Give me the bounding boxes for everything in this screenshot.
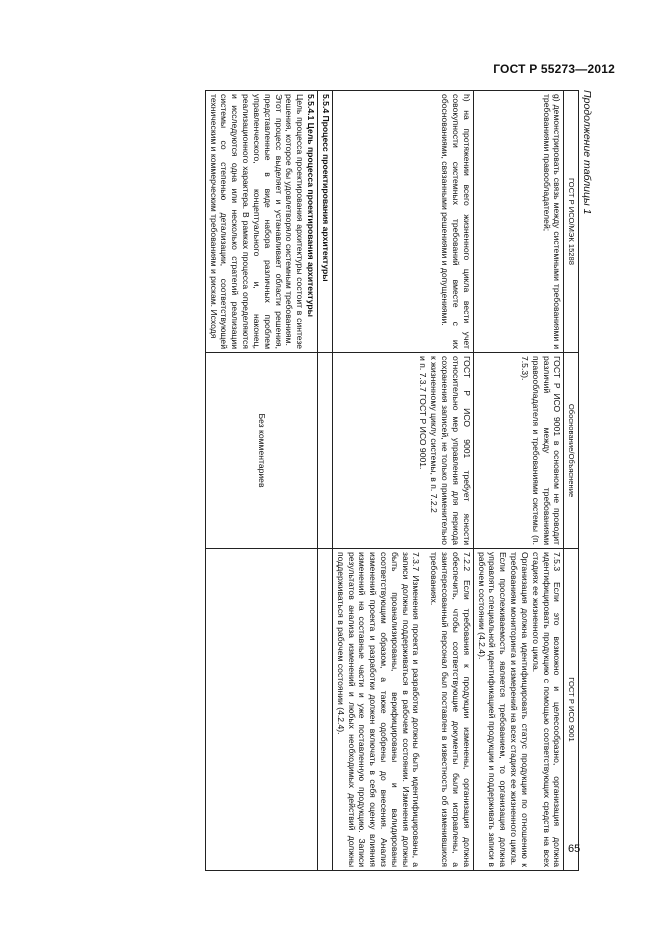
rotated-page-content	[98, 90, 593, 870]
clause-7-2-2: 7.2.2 Если требования к продукции изменены, организация должна обеспечить, чтобы соответствующие документы были исправлены, а заинтересованный персонал был поставлен в известность об изменившихся требованиях.	[429, 552, 472, 867]
cell-rationale-g: ГОСТ Р ИСО 9001 в основном не проводит различий между требованиями правообладателя и требованиями системы (п. 7.5.3).	[473, 353, 564, 549]
cell-rationale-h: ГОСТ Р ИСО 9001 требует ясности относительно мер управления для периода сохранения записей, не только применительно к жизненному циклу системы, в п. 7.2.2 и п. 7.3.7 ГОСТ Р ИСО 9001.	[332, 353, 473, 549]
table-row	[205, 91, 317, 871]
section-row	[318, 91, 333, 871]
cell-no-comments: Без комментариев	[205, 353, 317, 549]
document-standard-number: ГОСТ Р 55273—2012	[493, 62, 615, 76]
cell-15288-g: g) демонстрировать связь между системными требованиями и требованиями правообладателей;	[473, 91, 564, 353]
section-heading-5-5-4: 5.5.4 Процесс проектирования архитектуры	[318, 91, 333, 353]
column-header-15288: ГОСТ Р ИСО/МЭК 15288	[564, 91, 579, 353]
clause-7-5-3-p2: Организация должна идентифицировать статус продукции по отношению к требованиям мониторинга и измерений на всех стадиях ее жизненного цикла.	[509, 552, 530, 867]
table-row	[473, 91, 564, 871]
page-number: 65	[568, 843, 581, 855]
table-caption: Продолжение таблицы 1	[581, 90, 593, 215]
clause-7-5-3-p3: Если прослеживаемость является требованием, то организация должна управлять специальной идентификацией продукции и поддерживать записи в рабочем состоянии (4.2.4).	[476, 552, 509, 867]
cell-15288-h: h) на протяжении всего жизненного цикла вести учет совокупности системных требований вместе с их обоснованиями, связанными решениями и допущениями.	[332, 91, 473, 353]
clause-7-5-3-p1: 7.5.3 Если это возможно и целесообразно, организация должна идентифицировать продукцию с помощью соответствующих средств на всех стадиях ее жизненного цикла.	[530, 552, 563, 867]
cell-9001-753	[473, 549, 564, 871]
cell-9001-722-737	[332, 549, 473, 871]
column-header-9001: ГОСТ Р ИСО 9001	[564, 549, 579, 871]
comparison-table	[205, 90, 579, 871]
process-paragraph: Этот процесс выделяет и устанавливает области решения, представленные в виде набора различных проблем управленческого, концептуального и, наконец, реализационного характера. В рамках процесса определяются и исследуются одна или несколько стратегий реализации системы со степенью детализации, соответствующей техническим и коммерческим требованиям и рискам. Исходя	[208, 94, 284, 349]
table-header-row	[564, 91, 579, 871]
clause-7-3-7: 7.3.7 Изменения проекта и разработки должны быть идентифицированы, а записи должны поддерживаться в рабочем состоянии. Изменения должны быть проанализированы, верифицированы и валидированы соответствующим образом, а также одобрены до внесения. Анализ изменений проекта и разработки должен включать в себя оценку влияния изменений на составные части и уже поставленную продукцию. Записи результатов анализа изменений и любых необходимых действий должны поддерживаться в рабочем состоянии (4.2.4).	[335, 552, 422, 867]
column-header-rationale: Обоснование/Объяснение	[564, 353, 579, 549]
section-heading-5-5-4-1: 5.5.4.1 Цель процесса проектирования архитектуры	[306, 94, 317, 317]
table-row	[332, 91, 473, 871]
cell-15288-5541	[205, 91, 317, 353]
purpose-paragraph: Цель процесса проектирования архитектуры состоит в синтезе решения, которое бы удовлетворяло системным требованиям.	[284, 94, 306, 349]
